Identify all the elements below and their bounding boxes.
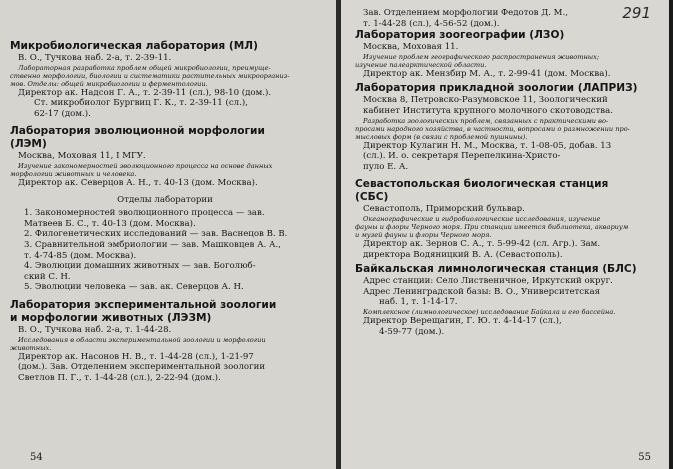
baikal-line-1: Адрес станции: Село Лиственичное, Иркутский округ.	[363, 276, 613, 287]
sev-desc-2: фауны и флоры Черного моря. При станции имеется библиотека, аквариум	[355, 222, 629, 231]
mikrobio-director-2: Ст. микробиолог Бургвиц Г. К., т. 2-39-11 (сл.),	[34, 98, 248, 109]
mikrobio-desc-3: мов. Отделы: общей микробиологии и ферментологии.	[10, 79, 208, 88]
left-page	[0, 0, 336, 469]
zoogeo-desc-1: Изучение проблем географического распространения животных;	[363, 52, 600, 61]
evo-dept-line-4: 3. Сравнительной эмбриологии — зав. Машковцев А. А.,	[24, 239, 282, 250]
evo-director: Директор ак. Северцов А. Н., т. 40-13 (дом. Москва).	[18, 177, 258, 188]
prikl-title: Лаборатория прикладной зоологии (ЛАПРИЗ)	[355, 82, 638, 95]
right-page	[341, 0, 669, 469]
prikl-desc-1: Разработка зоологических проблем, связанных с практическими во-	[363, 116, 609, 125]
sev-director-1: Директор ак. Зернов С. А., т. 5-99-42 (сл. Агр.). Зам.	[363, 238, 601, 249]
evo-dept-line-5: т. 4-74-85 (дом. Москва).	[24, 250, 137, 261]
zoogeo-director: Директор ак. Мензбир М. А., т. 2-99-41 (дом. Москва).	[363, 68, 611, 79]
mikrobio-desc-2: ственно морфологии, биологии и систематики растительных микроорганиз-	[10, 71, 290, 80]
expzool-desc-2: животных.	[10, 343, 52, 352]
prikl-line-2: кабинет Института крупного молочного скотоводства.	[363, 105, 613, 116]
cont-line-2: т. 1-44-28 (сл.), 4-56-52 (дом.).	[363, 18, 500, 29]
evo-title-2: (ЛЭМ)	[10, 138, 47, 151]
mikrobio-title: Микробиологическая лаборатория (МЛ)	[10, 40, 258, 52]
expzool-director-1: Директор ак. Насонов Н. В., т. 1-44-28 (сл.), 1-21-97	[18, 351, 254, 362]
evo-dept-line-8: 5. Эволюции человека — зав. ак. Северцов А. Н.	[24, 282, 244, 293]
baikal-desc: Комплексное (лимнологическое) исследование Байкала и его бассейна.	[363, 307, 616, 316]
sev-director-2: директора Водяницкий В. А. (Севастополь).	[363, 249, 563, 260]
evo-dept-line-7: ский С. Н.	[24, 271, 71, 282]
evo-desc-2: морфологии животных и человека.	[10, 169, 137, 178]
expzool-director-2: (дом.). Зав. Отделением экспериментальной зоологии	[18, 362, 266, 373]
mikrobio-director-1: Директор ак. Надсон Г. А., т. 2-39-11 (сл.), 98-10 (дом.).	[18, 87, 272, 98]
expzool-address: В. О., Тучкова наб. 2-а, т. 1-44-28.	[18, 324, 172, 335]
baikal-director-2: 4-59-77 (дом.).	[379, 326, 445, 337]
baikal-director-1: Директор Верещагин, Г. Ю. т. 4-14-17 (сл.),	[363, 315, 562, 326]
sev-title-1: Севастопольская биологическая станция	[355, 178, 609, 191]
expzool-desc-1: Исследования в области экспериментальной зоологии и морфологии	[18, 335, 266, 344]
mikrobio-director-3: 62-17 (дом.).	[34, 108, 91, 119]
expzool-title-1: Лаборатория экспериментальной зоологии	[10, 298, 277, 311]
evo-address: Москва, Моховая 11, I МГУ.	[18, 151, 146, 162]
evo-dept-line-3: 2. Филогенетических исследований — зав. Васнецов В. В.	[24, 229, 288, 240]
expzool-director-3: Светлов П. Г., т. 1-44-28 (сл.), 2-22-94 (дом.).	[18, 372, 221, 383]
prikl-desc-3: мысловых форм (в связи с проблемой пушнины).	[355, 132, 528, 141]
evo-desc-1: Изучение закономерностей эволюционного процесса на основе данных	[18, 161, 273, 170]
baikal-line-2: Адрес Ленинградской базы: В. О., Университетская	[363, 286, 601, 297]
sev-desc-1: Океанографические и гидробиологические исследования, изучение	[363, 214, 601, 223]
prikl-desc-2: просами народного хозяйства, в частности, вопросами о размножении про-	[355, 124, 630, 133]
handwritten-page-mark: 291	[622, 4, 651, 22]
evo-depts-title: Отделы лаборатории	[117, 194, 213, 205]
prikl-director-2: (сл.). И. о. секретаря Перепелкина-Христо-	[363, 151, 561, 162]
mikrobio-desc-1: Лабораторная разработка проблем общей микробиологии, преимуще-	[18, 63, 271, 72]
cont-line-1: Зав. Отделением морфологии Федотов Д. М.,	[363, 8, 568, 18]
right-page-number: 55	[638, 452, 651, 463]
evo-dept-line-2: Матвеев Б. С., т. 40-13 (дом. Москва).	[24, 218, 196, 229]
expzool-title-2: и морфологии животных (ЛЭЗМ)	[10, 311, 212, 324]
prikl-line-1: Москва 8, Петровско-Разумовское 11, Зоологический	[363, 95, 608, 106]
left-page-number: 54	[30, 452, 43, 463]
zoogeo-desc-2: изучение палеарктической области.	[355, 60, 487, 69]
sev-desc-3: и музей фауны и флоры Черного моря.	[355, 230, 492, 239]
prikl-director-1: Директор Кулагин Н. М., Москва, т. 1-08-05, добав. 13	[363, 140, 612, 151]
sev-title-2: (СБС)	[355, 191, 389, 204]
zoogeo-title: Лаборатория зоогеографии (ЛЗО)	[355, 29, 565, 42]
mikrobio-address: В. О., Тучкова наб. 2-а, т. 2-39-11.	[18, 53, 172, 63]
zoogeo-address: Москва, Моховая 11.	[363, 42, 459, 53]
baikal-title: Байкальская лимнологическая станция (БЛС)	[355, 263, 637, 276]
evo-dept-line-6: 4. Эволюции домашних животных — зав. Боголюб-	[24, 261, 256, 272]
baikal-line-3: наб. 1, т. 1-14-17.	[379, 297, 458, 308]
prikl-director-3: пуло Е. А.	[363, 161, 409, 172]
evo-dept-line-1: 1. Закономерностей эволюционного процесса — зав.	[24, 208, 265, 219]
evo-title-1: Лаборатория эволюционной морфологии	[10, 125, 265, 138]
sev-address: Севастополь, Приморский бульвар.	[363, 204, 525, 215]
